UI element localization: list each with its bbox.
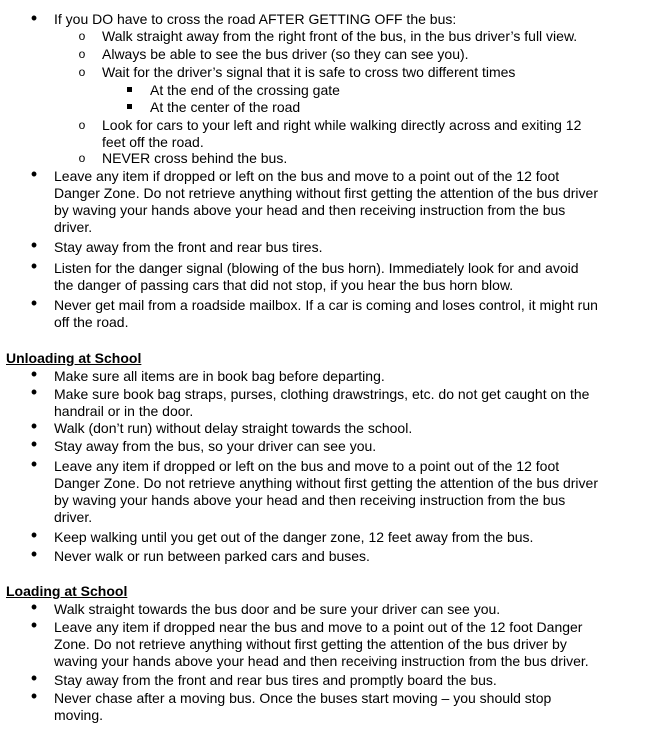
list-item-text: Never chase after a moving bus. Once the buses start moving – you should stop [54, 690, 552, 706]
sub-sub-list-item-text: At the center of the road [150, 99, 301, 115]
list-item-text: Make sure all items are in book bag before departing. [54, 368, 385, 384]
section-heading-loading: Loading at School [6, 583, 128, 599]
sub-list-item-text: NEVER cross behind the bus. [102, 150, 288, 166]
bullet-disc [29, 527, 39, 545]
list-item-text: by waving your hands above your head and then receiving instruction from the bus [54, 202, 566, 218]
section-heading-unloading: Unloading at School [6, 350, 142, 366]
list-item-text: Stay away from the front and rear bus tires. [54, 239, 323, 255]
sub-list-item-text: Look for cars to your left and right while walking directly across and exiting 12 [102, 117, 582, 133]
list-item-text: driver. [54, 219, 93, 235]
sub-sub-list-item-text: At the end of the crossing gate [150, 82, 340, 98]
bullet-disc [29, 237, 39, 255]
list-item-text: handrail or in the door. [54, 403, 194, 419]
bullet-square [124, 82, 134, 99]
list-item-text: Walk (don’t run) without delay straight towards the school. [54, 420, 413, 436]
sub-list-item-text: Walk straight away from the right front of the bus, in the bus driver’s full view. [102, 28, 578, 44]
list-item-text: moving. [54, 707, 104, 723]
list-item-text: off the road. [54, 314, 129, 330]
sub-list-item-text: Wait for the driver’s signal that it is safe to cross two different times [102, 64, 516, 80]
bullet-circle: o [78, 47, 86, 61]
list-item-text: Listen for the danger signal (blowing of the bus horn). Immediately look for and avoid [54, 260, 579, 276]
list-item-text: Stay away from the front and rear bus tires and promptly board the bus. [54, 672, 497, 688]
list-item-text: Danger Zone. Do not retrieve anything without first getting the attention of the bus driver [54, 185, 598, 201]
bullet-disc [29, 258, 39, 276]
list-item-text: Leave any item if dropped or left on the bus and move to a point out of the 12 foot [54, 168, 560, 184]
list-item-text: Walk straight towards the bus door and be sure your driver can see you. [54, 601, 501, 617]
list-item-text: waving your hands above your head and then receiving instruction from the bus driver. [54, 653, 589, 669]
bullet-circle: o [78, 65, 86, 79]
list-item-text: Danger Zone. Do not retrieve anything without first getting the attention of the bus driver [54, 475, 598, 491]
bullet-disc [29, 546, 39, 564]
bullet-circle: o [78, 29, 86, 43]
list-item-text: by waving your hands above your head and then receiving instruction from the bus [54, 492, 566, 508]
bullet-disc [29, 166, 39, 184]
list-item-text: Leave any item if dropped near the bus and move to a point out of the 12 foot Danger [54, 619, 583, 635]
bullet-disc [29, 456, 39, 474]
bullet-square [124, 99, 134, 116]
bullet-circle: o [78, 118, 86, 132]
list-item-text: Zone. Do not retrieve anything without first getting the attention of the bus driver by [54, 636, 567, 652]
list-item-text: Leave any item if dropped or left on the bus and move to a point out of the 12 foot [54, 458, 560, 474]
list-item-text: If you DO have to cross the road AFTER GETTING OFF the bus: [54, 11, 457, 27]
list-item-text: Never walk or run between parked cars and buses. [54, 548, 370, 564]
list-item-text: driver. [54, 509, 93, 525]
list-item-text: Never get mail from a roadside mailbox. If a car is coming and loses control, it might run [54, 297, 598, 313]
bullet-disc [29, 617, 39, 635]
list-item-text: Make sure book bag straps, purses, clothing drawstrings, etc. do not get caught on the [54, 386, 590, 402]
bullet-disc [29, 436, 39, 454]
bullet-circle: o [78, 151, 86, 165]
sub-list-item-text: feet off the road. [102, 134, 204, 150]
list-item-text: Keep walking until you get out of the danger zone, 12 feet away from the bus. [54, 529, 534, 545]
bullet-disc [29, 688, 39, 706]
bullet-disc [29, 384, 39, 402]
list-item-text: the danger of passing cars that did not stop, if you hear the bus horn blow. [54, 277, 514, 293]
bullet-disc [29, 295, 39, 313]
bullet-disc [29, 10, 39, 28]
list-item-text: Stay away from the bus, so your driver can see you. [54, 438, 377, 454]
sub-list-item-text: Always be able to see the bus driver (so they can see you). [102, 46, 469, 62]
